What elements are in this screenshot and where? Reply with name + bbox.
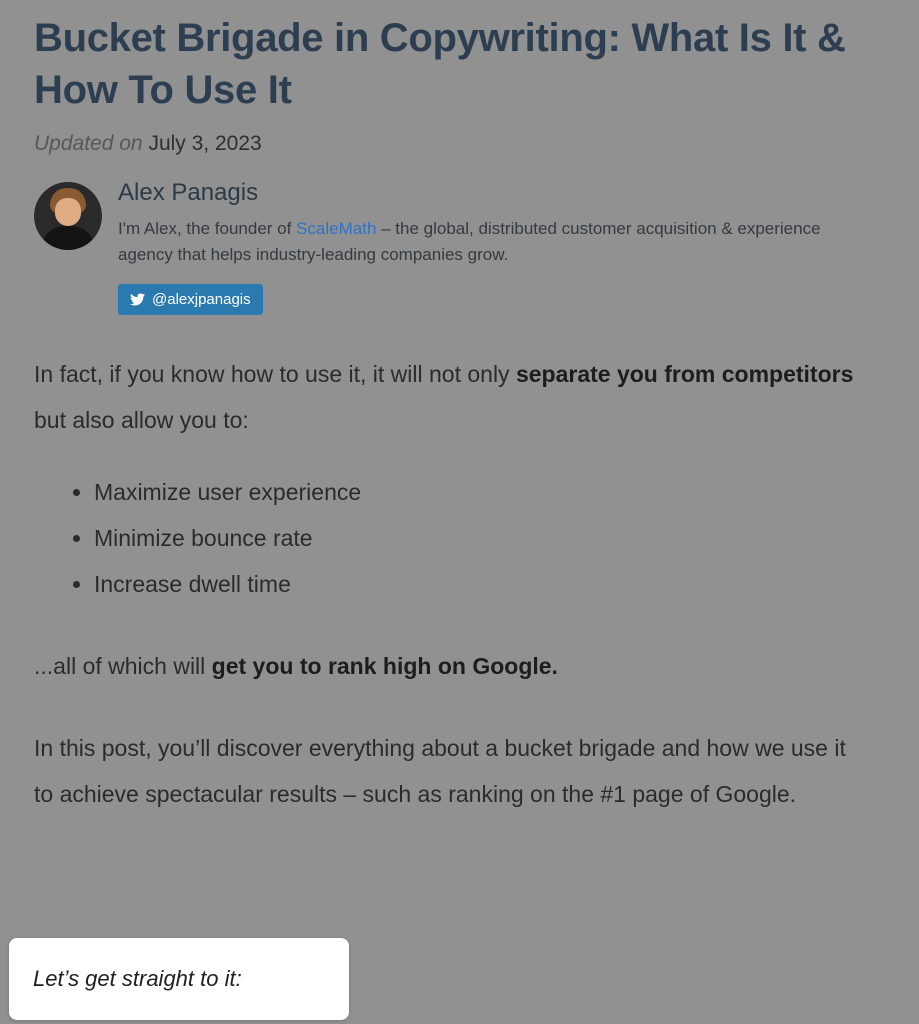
paragraph-2-part1: ...all of which will bbox=[34, 653, 212, 679]
callout-text: Let’s get straight to it: bbox=[33, 966, 242, 991]
author-block bbox=[34, 178, 885, 315]
list-item: • Maximize user experience bbox=[94, 469, 885, 515]
benefits-list bbox=[34, 469, 885, 607]
author-info bbox=[118, 178, 885, 315]
twitter-handle-button[interactable] bbox=[118, 284, 263, 315]
paragraph-2-bold: get you to rank high on Google. bbox=[211, 653, 558, 679]
scalemath-link[interactable]: ScaleMath bbox=[296, 219, 377, 238]
list-item: • Increase dwell time bbox=[94, 561, 885, 607]
paragraph-1 bbox=[34, 351, 864, 443]
paragraph-1-part1: In fact, if you know how to use it, it will not only bbox=[34, 361, 516, 387]
author-bio-part2: – the global, distributed customer acquisition & experience agency that helps industry-leading companies grow. bbox=[118, 219, 821, 264]
author-bio-part1: I'm Alex, the founder of bbox=[118, 219, 297, 238]
updated-date: July 3, 2023 bbox=[148, 132, 262, 155]
avatar-face bbox=[55, 198, 81, 226]
twitter-bird-icon bbox=[130, 293, 145, 306]
author-bio bbox=[118, 216, 828, 268]
updated-line bbox=[34, 132, 885, 156]
twitter-handle-label: @alexjpanagis bbox=[152, 291, 251, 308]
updated-label: Updated on bbox=[34, 132, 143, 155]
avatar bbox=[34, 182, 102, 250]
avatar-body bbox=[42, 226, 94, 250]
callout-card bbox=[9, 938, 349, 1020]
page-title: Bucket Brigade in Copywriting: What Is It & How To Use It bbox=[34, 16, 846, 112]
paragraph-1-bold: separate you from competitors bbox=[515, 361, 854, 387]
list-item: • Minimize bounce rate bbox=[94, 515, 885, 561]
paragraph-1-part2: but also allow you to: bbox=[34, 407, 249, 433]
author-name: Alex Panagis bbox=[118, 179, 259, 206]
paragraph-3: In this post, you’ll discover everything about a bucket brigade and how we use it to achieve spectacular results – such as ranking on the #1 page of Google. bbox=[34, 735, 846, 807]
paragraph-2 bbox=[34, 643, 864, 689]
